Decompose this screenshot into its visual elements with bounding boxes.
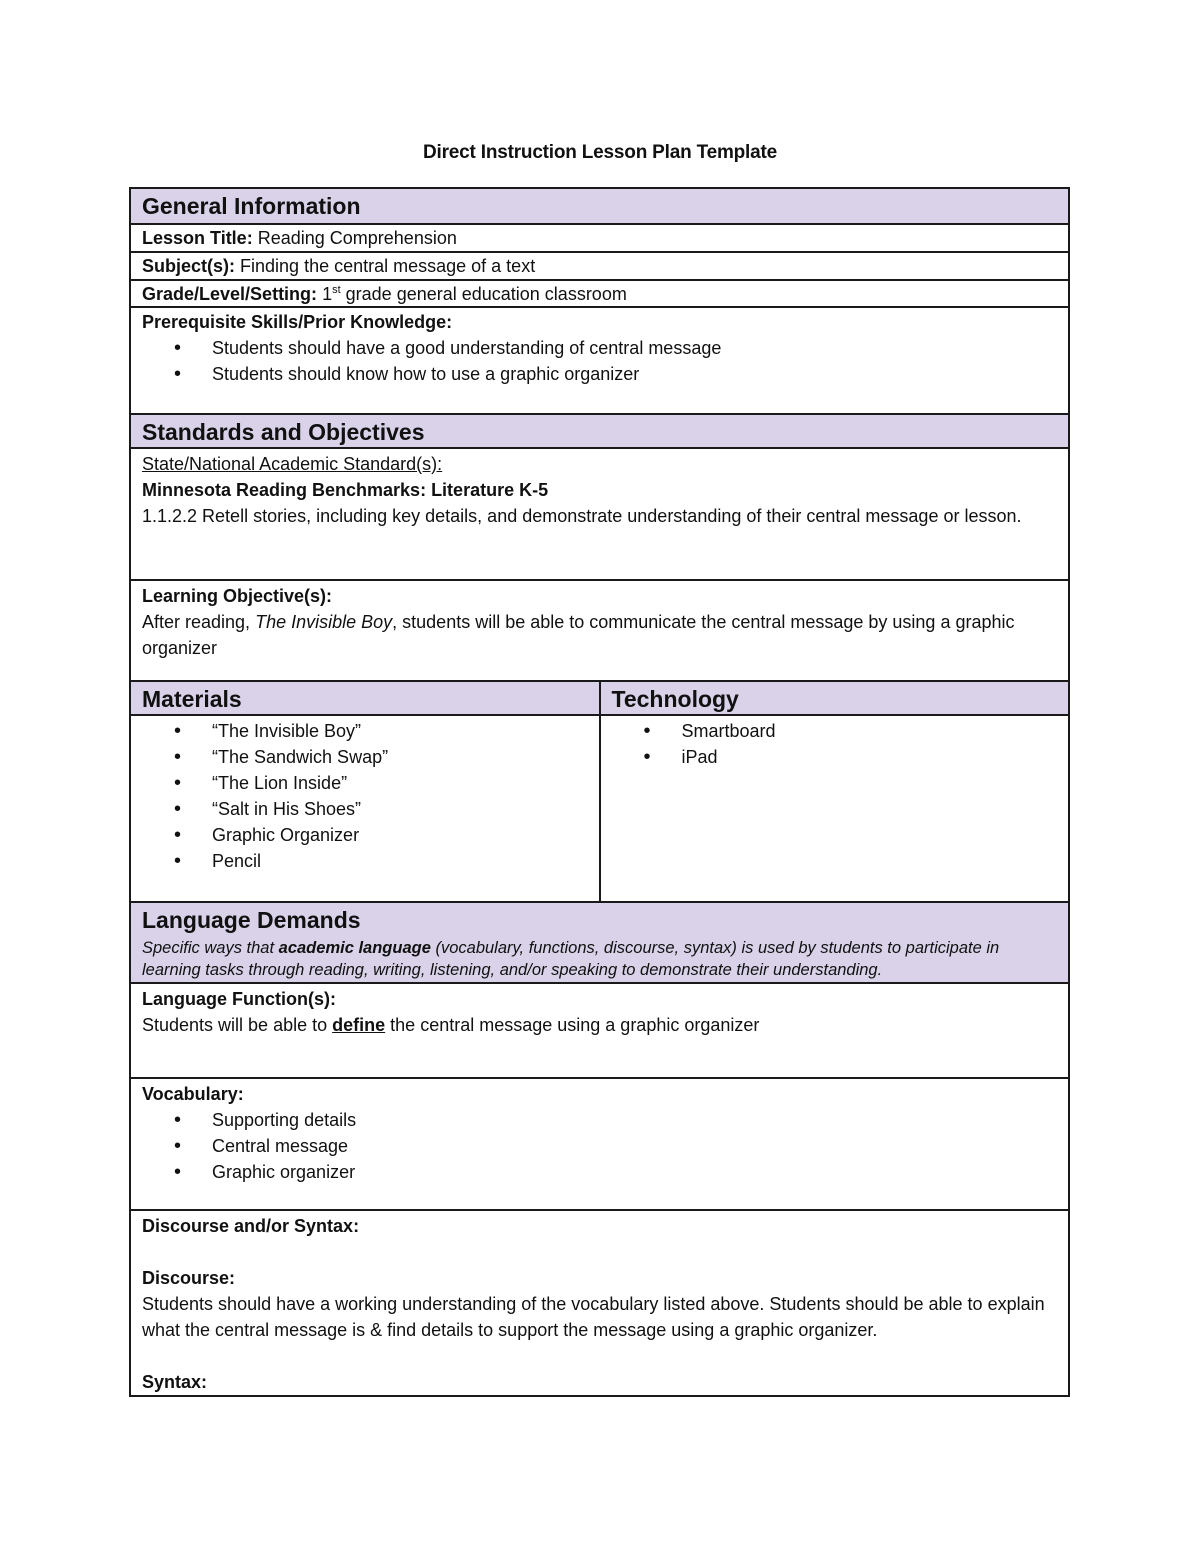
grade-rest: grade general education classroom	[345, 284, 627, 304]
list-item: • “The Sandwich Swap”	[142, 744, 588, 770]
subject-value: Finding the central message of a text	[240, 256, 536, 276]
grade-superscript: st	[332, 284, 341, 296]
lesson-title-value: Reading Comprehension	[257, 228, 457, 248]
prerequisite-row	[131, 308, 1068, 415]
list-item: • Pencil	[142, 848, 588, 874]
list-item: • Graphic organizer	[142, 1159, 1057, 1185]
discourse-syntax-label: Discourse and/or Syntax:	[142, 1216, 360, 1236]
benchmark-title: Minnesota Reading Benchmarks: Literature K-5	[142, 480, 549, 500]
materials-column	[131, 682, 601, 901]
objective-book: The Invisible Boy	[255, 612, 393, 632]
list-item: • Graphic Organizer	[142, 822, 588, 848]
grade-number: 1	[322, 284, 333, 304]
standard-text: 1.1.2.2 Retell stories, including key details, and demonstrate understanding of their central message or lesson.	[142, 506, 1022, 526]
materials-heading: Materials	[131, 682, 599, 716]
grade-label: Grade/Level/Setting:	[142, 284, 318, 304]
heading-text: Standards and Objectives	[142, 419, 425, 445]
discourse-syntax-row	[131, 1211, 1068, 1395]
function-pre: Students will be able to	[142, 1015, 328, 1035]
objective-pre: After reading,	[142, 612, 251, 632]
list-item: • “The Lion Inside”	[142, 770, 588, 796]
standards-label: State/National Academic Standard(s):	[142, 454, 443, 474]
list-item: • iPad	[612, 744, 1058, 770]
general-information-heading	[131, 189, 1068, 225]
standards-objectives-heading	[131, 415, 1068, 449]
list-item: • Students should know how to use a graphic organizer	[142, 361, 1057, 387]
subject-row	[131, 253, 1068, 281]
lesson-title-row	[131, 225, 1068, 253]
objective-post: , students will be able to communicate the central message by using a graphic organizer	[142, 612, 1015, 658]
materials-list	[131, 716, 599, 874]
function-post: the central message using a graphic organizer	[390, 1015, 760, 1035]
technology-heading: Technology	[601, 682, 1069, 716]
prerequisite-label: Prerequisite Skills/Prior Knowledge:	[142, 312, 453, 332]
language-function-text	[142, 1012, 1057, 1038]
standards-row	[131, 449, 1068, 581]
lesson-title-label: Lesson Title:	[142, 228, 253, 248]
subject-label: Subject(s):	[142, 256, 236, 276]
description-pre: Specific ways that	[142, 939, 275, 957]
language-function-label: Language Function(s):	[142, 989, 336, 1009]
discourse-label: Discourse:	[142, 1268, 236, 1288]
list-item: • Smartboard	[612, 718, 1058, 744]
vocabulary-label: Vocabulary:	[142, 1084, 244, 1104]
objective-label: Learning Objective(s):	[142, 586, 333, 606]
syntax-label: Syntax:	[142, 1372, 208, 1392]
list-item: • Supporting details	[142, 1107, 1057, 1133]
learning-objective-row	[131, 581, 1068, 682]
description-bold: academic language	[278, 939, 431, 957]
language-function-row	[131, 984, 1068, 1079]
objective-text	[142, 609, 1057, 661]
technology-list	[601, 716, 1069, 770]
list-item: • “Salt in His Shoes”	[142, 796, 588, 822]
list-item: • Students should have a good understanding of central message	[142, 335, 1057, 361]
materials-technology-row	[131, 682, 1068, 903]
document-title: Direct Instruction Lesson Plan Template	[423, 142, 777, 163]
heading-text: General Information	[142, 193, 361, 219]
list-item: • “The Invisible Boy”	[142, 718, 588, 744]
description-post: (vocabulary, functions, discourse, syntax) is used by students to participate in learning tasks through reading, writing, listening, and/or speaking to demonstrate their understanding.	[142, 939, 1000, 979]
vocabulary-list	[142, 1107, 1057, 1185]
prerequisite-list	[142, 335, 1057, 387]
grade-row	[131, 281, 1068, 308]
function-word: define	[332, 1015, 386, 1035]
lesson-plan-table	[129, 187, 1070, 1397]
discourse-text: Students should have a working understanding of the vocabulary listed above. Students should be able to explain what the central message is & find details to support the message using a graphic organizer.	[142, 1294, 1045, 1340]
heading-text: Language Demands	[142, 907, 361, 933]
language-demands-heading	[131, 903, 1068, 984]
language-demands-description	[142, 937, 1057, 981]
list-item: • Central message	[142, 1133, 1057, 1159]
technology-column	[601, 682, 1069, 901]
vocabulary-row	[131, 1079, 1068, 1211]
